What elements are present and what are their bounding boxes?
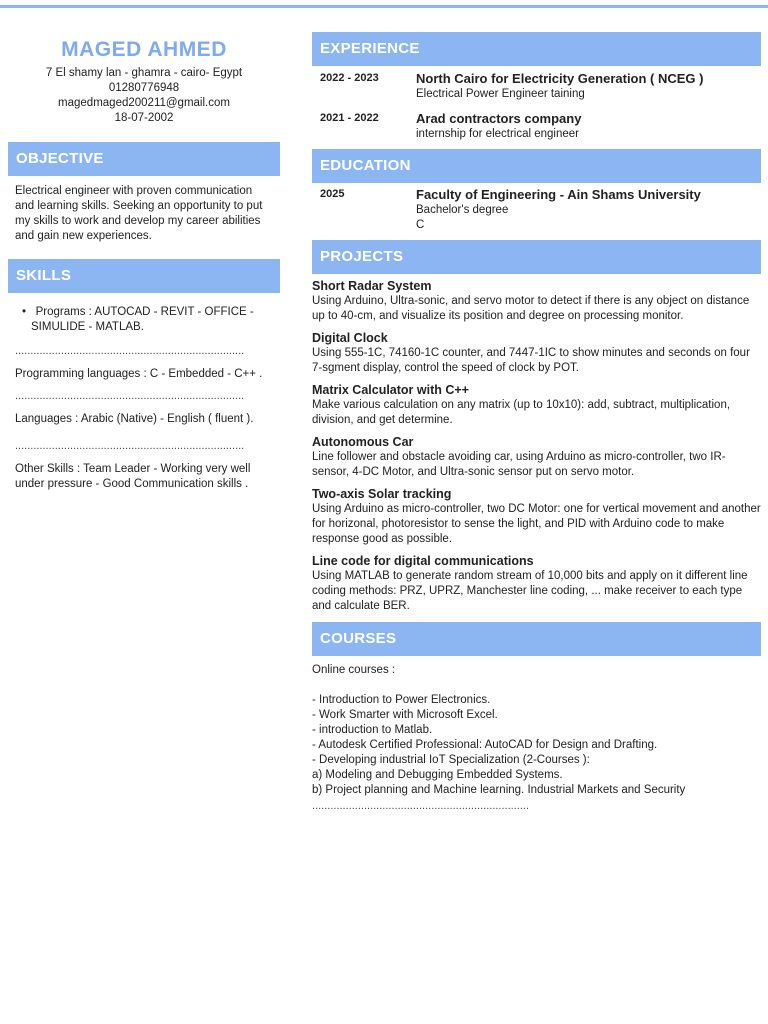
project-item	[312, 486, 761, 547]
project-item	[312, 382, 761, 428]
experience-heading: EXPERIENCE	[312, 32, 761, 66]
candidate-name: MAGED AHMED	[61, 38, 227, 61]
phone: 01280776948	[108, 82, 180, 94]
projects-heading: PROJECTS	[312, 240, 761, 274]
right-column	[312, 32, 761, 813]
skill-programs-text: Programs : AUTOCAD - REVIT - OFFICE - SIMULIDE - MATLAB.	[31, 306, 254, 333]
separator: ...........................................................................	[15, 440, 245, 452]
separator: .......................................................................	[312, 800, 529, 812]
skill-programs: • Programs : AUTOCAD - REVIT - OFFICE - SIMULIDE - MATLAB.	[22, 306, 254, 333]
project-description: Using MATLAB to generate random stream of 10,000 bits and apply on it different line coding methods: PRZ, UPRZ, Manchester line coding, ... make receiver to each type and calculate BER.	[312, 570, 748, 612]
experience-section	[312, 66, 761, 142]
course-item: b) Project planning and Machine learning. Industrial Markets and Security	[312, 784, 686, 796]
education-section	[312, 183, 761, 233]
project-item	[312, 278, 761, 324]
courses-heading: COURSES	[312, 622, 761, 656]
project-title: Short Radar System	[312, 279, 432, 293]
email: magedmaged200211@gmail.com	[58, 97, 230, 109]
project-title: Matrix Calculator with C++	[312, 383, 469, 397]
project-item	[312, 330, 761, 376]
date-of-birth: 18-07-2002	[114, 112, 174, 124]
course-item: - introduction to Matlab.	[312, 724, 433, 736]
objective-heading: OBJECTIVE	[8, 142, 280, 176]
experience-entry	[312, 111, 761, 142]
top-accent-rule	[0, 5, 768, 8]
entry-date: 2025	[320, 188, 345, 200]
project-description: Using Arduino, Ultra-sonic, and servo motor to detect if there is any object on distance up to 40-cm, and visualize its position and degree on processing monitor.	[312, 295, 750, 322]
address: 7 El shamy lan - ghamra - cairo- Egypt	[45, 67, 243, 79]
courses-intro: Online courses :	[312, 664, 396, 676]
course-item: - Autodesk Certified Professional: AutoCAD for Design and Drafting.	[312, 739, 658, 751]
project-item	[312, 434, 761, 480]
skill-other: Other Skills : Team Leader - Working very well under pressure - Good Communication skills .	[15, 463, 251, 490]
experience-entry	[312, 71, 761, 102]
education-heading: EDUCATION	[312, 149, 761, 183]
project-description: Using Arduino as micro-controller, two DC Motor: one for vertical movement and another for horizonal, photoresistor to sense the light, and PID with Arduino code to make response good as possible.	[312, 503, 761, 545]
entry-title: North Cairo for Electricity Generation ( NCEG )	[416, 71, 704, 86]
entry-subtitle: Electrical Power Engineer taining	[416, 88, 585, 100]
entry-title: Arad contractors company	[416, 111, 582, 126]
course-item: - Work Smarter with Microsoft Excel.	[312, 709, 498, 721]
course-item: a) Modeling and Debugging Embedded Systems.	[312, 769, 563, 781]
project-description: Make various calculation on any matrix (up to 10x10): add, subtract, multiplication, division, and get determine.	[312, 399, 731, 426]
entry-date: 2022 - 2023	[320, 72, 379, 84]
objective-text: Electrical engineer with proven communication and learning skills. Seeking an opportunity to put my skills to work and develop my career abilities and gain new experiences.	[15, 185, 263, 242]
skills-heading: SKILLS	[8, 259, 280, 293]
separator: ...........................................................................	[15, 390, 245, 402]
entry-date: 2021 - 2022	[320, 112, 379, 124]
skill-languages: Languages : Arabic (Native) - English ( fluent ).	[15, 413, 254, 425]
project-title: Line code for digital communications	[312, 554, 534, 568]
project-title: Digital Clock	[312, 331, 388, 345]
project-title: Autonomous Car	[312, 435, 414, 449]
skill-programming-languages: Programming languages : C - Embedded - C++ .	[15, 368, 263, 380]
entry-grade: C	[416, 219, 425, 231]
separator: ...........................................................................	[15, 345, 245, 357]
skills-section	[8, 293, 280, 492]
course-item: - Introduction to Power Electronics.	[312, 694, 491, 706]
entry-subtitle: Bachelor's degree	[416, 204, 509, 216]
courses-section	[312, 656, 761, 813]
project-description: Using 555-1C, 74160-1C counter, and 7447-1IC to show minutes and seconds on four 7-sgment display, control the speed of clock by POT.	[312, 347, 750, 374]
projects-section	[312, 278, 761, 614]
project-description: Line follower and obstacle avoiding car, using Arduino as micro-controller, two IR-sensor, 4-DC Motor, and Ultra-sonic sensor put on servo motor.	[312, 451, 726, 478]
entry-subtitle: internship for electrical engineer	[416, 128, 580, 140]
entry-title: Faculty of Engineering - Ain Shams University	[416, 187, 701, 202]
course-item: - Developing industrial IoT Specialization (2-Courses ):	[312, 754, 590, 766]
project-title: Two-axis Solar tracking	[312, 487, 452, 501]
education-entry	[312, 187, 761, 233]
project-item	[312, 553, 761, 614]
left-column	[8, 38, 280, 492]
objective-section	[8, 176, 280, 244]
